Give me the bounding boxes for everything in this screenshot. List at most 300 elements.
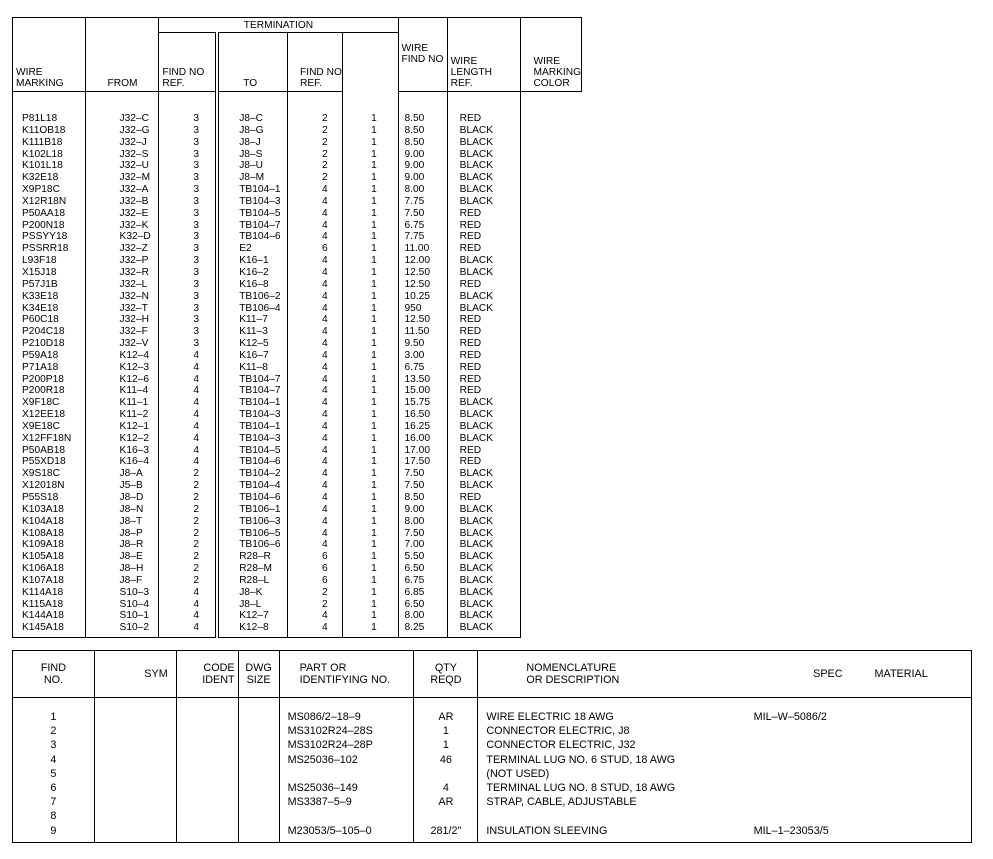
wire-color-cell: BLACK <box>447 160 521 172</box>
wire-marking-cell: K111B18 <box>13 137 86 149</box>
wire-marking-cell: PSSYY18 <box>13 231 86 243</box>
wire-marking-cell: P200R18 <box>13 385 86 397</box>
from-find-no-cell: 4 <box>159 445 217 457</box>
from-cell: J32–T <box>85 303 159 315</box>
table-row <box>13 575 582 587</box>
from-cell: K16–4 <box>85 456 159 468</box>
wire-find-no-cell: 1 <box>343 480 398 492</box>
wire-find-no-cell: 1 <box>343 492 398 504</box>
wire-length-cell: 12.50 <box>398 314 447 326</box>
material-cell <box>869 809 972 823</box>
sym-cell <box>94 781 176 795</box>
table-row <box>13 125 582 137</box>
wire-find-no-cell: 1 <box>343 528 398 540</box>
to-cell: J8–J <box>217 137 287 149</box>
from-find-no-cell: 3 <box>159 149 217 161</box>
wire-find-no-cell: 1 <box>343 610 398 622</box>
wire-marking-cell: K107A18 <box>13 575 86 587</box>
from-find-no-cell: 3 <box>159 137 217 149</box>
find-no-cell: 9 <box>13 824 95 843</box>
qty-cell: 1 <box>414 724 478 738</box>
wire-color-cell: RED <box>447 279 521 291</box>
from-find-no-cell: 3 <box>159 184 217 196</box>
wire-marking-cell: K108A18 <box>13 528 86 540</box>
wire-color-cell: BLACK <box>447 397 521 409</box>
table-row <box>13 421 582 433</box>
from-find-no-cell: 3 <box>159 220 217 232</box>
wire-find-no-cell: 1 <box>343 303 398 315</box>
to-cell: TB106–2 <box>217 291 287 303</box>
to-cell: TB104–3 <box>217 196 287 208</box>
part-no-cell <box>279 767 414 781</box>
wire-find-no-cell: 1 <box>343 504 398 516</box>
wire-marking-cell: K33E18 <box>13 291 86 303</box>
to-cell: R28–R <box>217 551 287 563</box>
code-ident-cell <box>176 781 238 795</box>
sym-cell <box>94 724 176 738</box>
from-cell: K12–1 <box>85 421 159 433</box>
wire-color-cell: BLACK <box>447 622 521 637</box>
from-find-no-cell: 2 <box>159 528 217 540</box>
from-cell: J8–F <box>85 575 159 587</box>
from-cell: J8–N <box>85 504 159 516</box>
to-cell: TB104–2 <box>217 468 287 480</box>
wire-find-no-cell: 1 <box>343 385 398 397</box>
wire-marking-cell: PSSRR18 <box>13 243 86 255</box>
to-find-no-cell: 4 <box>288 338 343 350</box>
wire-find-no-cell: 1 <box>343 563 398 575</box>
from-cell: J32–K <box>85 220 159 232</box>
wire-find-no-cell: 1 <box>343 575 398 587</box>
from-find-no-cell: 2 <box>159 504 217 516</box>
sym-cell <box>94 795 176 809</box>
wire-color-cell: RED <box>447 220 521 232</box>
sym-cell <box>94 767 176 781</box>
dwg-size-cell <box>238 781 279 795</box>
find-no-cell: 6 <box>13 781 95 795</box>
header-wire-color: WIRE MARKING COLOR <box>521 18 582 92</box>
wire-color-cell: BLACK <box>447 587 521 599</box>
to-cell: TB104–1 <box>217 421 287 433</box>
header-termination: TERMINATION <box>159 18 398 33</box>
wire-color-cell: RED <box>447 338 521 350</box>
spec-cell <box>754 738 869 752</box>
header-code-ident: CODE IDENT <box>176 651 238 698</box>
from-find-no-cell: 3 <box>159 314 217 326</box>
wire-marking-cell: P55S18 <box>13 492 86 504</box>
wire-color-cell: BLACK <box>447 409 521 421</box>
qty-cell: 4 <box>414 781 478 795</box>
from-find-no-cell: 4 <box>159 421 217 433</box>
table-row <box>13 468 582 480</box>
code-ident-cell <box>176 767 238 781</box>
wire-length-cell: 11.50 <box>398 326 447 338</box>
part-no-cell <box>279 809 414 823</box>
description-cell: CONNECTOR ELECTRIC, J32 <box>478 738 754 752</box>
to-find-no-cell: 4 <box>288 421 343 433</box>
table-row <box>13 824 972 843</box>
wire-length-cell: 12.50 <box>398 267 447 279</box>
wire-find-no-cell: 1 <box>343 196 398 208</box>
from-find-no-cell: 3 <box>159 255 217 267</box>
spec-cell: MIL–W–5086/2 <box>753 711 827 723</box>
code-ident-cell <box>176 698 238 725</box>
wire-marking-cell: P60C18 <box>13 314 86 326</box>
to-find-no-cell: 4 <box>288 516 343 528</box>
from-find-no-cell: 3 <box>159 291 217 303</box>
sym-cell <box>94 738 176 752</box>
to-find-no-cell: 4 <box>288 279 343 291</box>
from-find-no-cell: 3 <box>159 125 217 137</box>
table-row <box>13 610 582 622</box>
to-cell: K12–5 <box>217 338 287 350</box>
to-cell: R28–M <box>217 563 287 575</box>
to-cell: TB106–3 <box>217 516 287 528</box>
from-find-no-cell: 3 <box>159 208 217 220</box>
from-cell: K12–2 <box>85 433 159 445</box>
find-no-cell: 3 <box>13 738 95 752</box>
wire-color-cell: BLACK <box>447 267 521 279</box>
to-cell: TB106–6 <box>217 539 287 551</box>
table-row <box>13 409 582 421</box>
from-find-no-cell: 3 <box>159 160 217 172</box>
to-find-no-cell: 4 <box>288 610 343 622</box>
wire-find-no-cell: 1 <box>343 267 398 279</box>
dwg-size-cell <box>238 753 279 767</box>
wire-find-no-cell: 1 <box>343 255 398 267</box>
wire-find-no-cell: 1 <box>343 220 398 232</box>
from-cell: K11–4 <box>85 385 159 397</box>
wire-marking-cell: P55XD18 <box>13 456 86 468</box>
table-row <box>13 220 582 232</box>
table-row <box>13 504 582 516</box>
from-cell: J32–P <box>85 255 159 267</box>
find-no-cell: 1 <box>13 698 95 725</box>
qty-cell: AR <box>414 795 478 809</box>
from-cell: J32–J <box>85 137 159 149</box>
wire-color-cell: RED <box>447 350 521 362</box>
from-cell: J32–Z <box>85 243 159 255</box>
header-spec: SPEC <box>754 651 869 698</box>
code-ident-cell <box>176 753 238 767</box>
table-row <box>13 374 582 386</box>
header-part-no: PART OR IDENTIFYING NO. <box>279 651 414 698</box>
wire-length-cell: 8.25 <box>398 622 447 637</box>
wire-length-cell: 8.50 <box>398 92 447 125</box>
to-find-no-cell: 4 <box>288 504 343 516</box>
from-find-no-cell: 2 <box>159 551 217 563</box>
to-find-no-cell: 4 <box>288 409 343 421</box>
from-find-no-cell: 2 <box>159 516 217 528</box>
wire-find-no-cell: 1 <box>343 279 398 291</box>
wire-marking-cell: X15J18 <box>13 267 86 279</box>
material-cell <box>869 824 972 843</box>
wire-color-cell: RED <box>447 362 521 374</box>
table-row <box>13 433 582 445</box>
table-row <box>13 350 582 362</box>
wire-color-cell: BLACK <box>447 504 521 516</box>
wire-length-cell: 7.50 <box>398 480 447 492</box>
wire-length-cell: 6.50 <box>398 599 447 611</box>
to-cell: TB106–4 <box>217 303 287 315</box>
to-find-no-cell: 4 <box>288 326 343 338</box>
dwg-size-cell <box>238 698 279 725</box>
wire-find-no-cell: 1 <box>343 397 398 409</box>
wire-marking-cell: P81L18 <box>13 92 86 125</box>
table-row <box>13 137 582 149</box>
to-find-no-cell: 4 <box>288 291 343 303</box>
wire-color-cell: RED <box>447 374 521 386</box>
from-find-no-cell: 2 <box>159 575 217 587</box>
code-ident-cell <box>176 738 238 752</box>
table-row <box>13 587 582 599</box>
to-find-no-cell: 2 <box>288 587 343 599</box>
wire-length-cell: 10.25 <box>398 291 447 303</box>
part-no-cell: MS3102R24–28S <box>279 724 414 738</box>
header-sym: SYM <box>94 651 176 698</box>
wire-color-cell: BLACK <box>447 551 521 563</box>
wire-find-no-cell: 1 <box>343 338 398 350</box>
wire-color-cell: BLACK <box>447 563 521 575</box>
wire-color-cell: BLACK <box>447 255 521 267</box>
to-find-no-cell: 4 <box>288 255 343 267</box>
table-row <box>13 208 582 220</box>
to-cell: TB104–3 <box>217 409 287 421</box>
spec-cell <box>754 767 869 781</box>
from-find-no-cell: 4 <box>159 385 217 397</box>
to-find-no-cell: 6 <box>288 551 343 563</box>
to-find-no-cell: 4 <box>288 433 343 445</box>
wire-find-no-cell: 1 <box>343 409 398 421</box>
from-find-no-cell: 4 <box>159 610 217 622</box>
part-no-cell: MS25036–149 <box>279 781 414 795</box>
wire-color-cell: RED <box>447 92 521 125</box>
wire-length-cell: 7.75 <box>398 196 447 208</box>
wire-find-no-cell: 1 <box>343 326 398 338</box>
to-cell: J8–U <box>217 160 287 172</box>
from-cell: J32–F <box>85 326 159 338</box>
to-find-no-cell: 4 <box>288 622 343 637</box>
wire-length-cell: 8.00 <box>398 610 447 622</box>
table-row <box>13 738 972 752</box>
from-cell: J32–E <box>85 208 159 220</box>
to-find-no-cell: 6 <box>288 575 343 587</box>
from-find-no-cell: 2 <box>159 539 217 551</box>
spec-cell <box>754 809 869 823</box>
part-no-cell: MS086/2–18–9 <box>279 698 414 725</box>
to-cell: TB104–7 <box>217 385 287 397</box>
wire-length-cell: 9.50 <box>398 338 447 350</box>
material-cell <box>869 795 972 809</box>
wire-color-cell: RED <box>447 314 521 326</box>
wire-length-cell: 7.75 <box>398 231 447 243</box>
to-cell: TB104–1 <box>217 397 287 409</box>
wire-marking-cell: K104A18 <box>13 516 86 528</box>
table-row <box>13 795 972 809</box>
wire-find-no-cell: 1 <box>343 92 398 125</box>
to-find-no-cell: 4 <box>288 374 343 386</box>
wire-length-cell: 6.75 <box>398 575 447 587</box>
header-nomenclature: NOMENCLATURE OR DESCRIPTION <box>478 651 754 698</box>
table-row <box>13 551 582 563</box>
description-cell: INSULATION SLEEVING <box>478 824 754 843</box>
wire-length-cell: 15.75 <box>398 397 447 409</box>
wire-color-cell: RED <box>447 208 521 220</box>
to-find-no-cell: 4 <box>288 456 343 468</box>
description-cell: (NOT USED) <box>478 767 754 781</box>
wire-length-cell: 13.50 <box>398 374 447 386</box>
to-find-no-cell: 2 <box>288 92 343 125</box>
to-find-no-cell: 2 <box>288 160 343 172</box>
header-find-no-ref-from: FIND NO REF. <box>159 33 217 92</box>
wire-length-cell: 16.25 <box>398 421 447 433</box>
table-row <box>13 385 582 397</box>
wire-marking-cell: K11OB18 <box>13 125 86 137</box>
to-find-no-cell: 4 <box>288 267 343 279</box>
wire-color-cell: RED <box>447 456 521 468</box>
from-cell: K16–3 <box>85 445 159 457</box>
to-find-no-cell: 4 <box>288 208 343 220</box>
from-cell: S10–4 <box>85 599 159 611</box>
wire-marking-cell: P200P18 <box>13 374 86 386</box>
from-find-no-cell: 4 <box>159 409 217 421</box>
wire-marking-cell: X12EE18 <box>13 409 86 421</box>
find-no-cell: 4 <box>13 753 95 767</box>
wire-marking-cell: K32E18 <box>13 172 86 184</box>
wire-length-cell: 8.50 <box>398 125 447 137</box>
to-find-no-cell: 6 <box>288 563 343 575</box>
from-cell: J32–V <box>85 338 159 350</box>
dwg-size-cell <box>238 824 279 843</box>
sym-cell <box>94 698 176 725</box>
to-cell: TB106–1 <box>217 504 287 516</box>
table-row <box>13 781 972 795</box>
table-row <box>13 231 582 243</box>
description-cell: CONNECTOR ELECTRIC, J8 <box>478 724 754 738</box>
wire-length-cell: 7.00 <box>398 539 447 551</box>
code-ident-cell <box>176 809 238 823</box>
from-cell: K32–D <box>85 231 159 243</box>
wire-length-cell: 12.00 <box>398 255 447 267</box>
from-find-no-cell: 2 <box>159 468 217 480</box>
sym-cell <box>94 809 176 823</box>
wire-find-no-cell: 1 <box>343 243 398 255</box>
table-row <box>13 563 582 575</box>
from-cell: J32–C <box>85 92 159 125</box>
wire-length-cell: 12.50 <box>398 279 447 291</box>
to-find-no-cell: 2 <box>288 149 343 161</box>
table-row <box>13 599 582 611</box>
to-find-no-cell: 4 <box>288 314 343 326</box>
table-row <box>13 492 582 504</box>
to-find-no-cell: 4 <box>288 539 343 551</box>
from-cell: J8–H <box>85 563 159 575</box>
to-cell: TB104–6 <box>217 492 287 504</box>
header-wire-find-no: WIRE FIND NO <box>398 18 447 92</box>
table-row <box>13 196 582 208</box>
to-find-no-cell: 2 <box>288 599 343 611</box>
from-find-no-cell: 3 <box>159 196 217 208</box>
wire-length-cell: 6.75 <box>398 362 447 374</box>
wire-length-cell: 9.00 <box>398 160 447 172</box>
from-find-no-cell: 2 <box>159 492 217 504</box>
from-cell: J32–S <box>85 149 159 161</box>
header-find-no: FIND NO. <box>13 651 95 698</box>
wire-find-no-cell: 1 <box>343 184 398 196</box>
from-cell: K11–2 <box>85 409 159 421</box>
table-row <box>13 243 582 255</box>
to-cell: K16–1 <box>217 255 287 267</box>
wire-length-cell: 6.75 <box>398 220 447 232</box>
wire-color-cell: BLACK <box>447 303 521 315</box>
to-cell: J8–S <box>217 149 287 161</box>
from-cell: J8–E <box>85 551 159 563</box>
from-cell: S10–1 <box>85 610 159 622</box>
from-cell: J8–R <box>85 539 159 551</box>
wire-color-cell: BLACK <box>447 468 521 480</box>
wire-marking-cell: X12FF18N <box>13 433 86 445</box>
from-cell: J32–H <box>85 314 159 326</box>
from-find-no-cell: 3 <box>159 92 217 125</box>
qty-cell: 1 <box>414 738 478 752</box>
wire-color-cell: BLACK <box>447 125 521 137</box>
table-row <box>13 149 582 161</box>
sym-cell <box>94 753 176 767</box>
table-row <box>13 338 582 350</box>
wire-length-cell: 6.85 <box>398 587 447 599</box>
from-find-no-cell: 3 <box>159 231 217 243</box>
to-cell: J8–M <box>217 172 287 184</box>
from-find-no-cell: 4 <box>159 433 217 445</box>
wire-find-no-cell: 1 <box>343 599 398 611</box>
to-cell: TB104–7 <box>217 374 287 386</box>
wire-length-cell: 11.00 <box>398 243 447 255</box>
table-row <box>13 267 582 279</box>
wire-color-cell: BLACK <box>447 610 521 622</box>
material-cell <box>869 753 972 767</box>
wire-length-cell: 5.50 <box>398 551 447 563</box>
from-find-no-cell: 3 <box>159 338 217 350</box>
to-find-no-cell: 4 <box>288 385 343 397</box>
wire-marking-cell: K102L18 <box>13 149 86 161</box>
wire-marking-cell: K114A18 <box>13 587 86 599</box>
wire-length-cell: 7.50 <box>398 528 447 540</box>
wire-color-cell: BLACK <box>447 528 521 540</box>
wire-marking-cell: K105A18 <box>13 551 86 563</box>
part-no-cell: M23053/5–105–0 <box>279 824 414 843</box>
qty-cell: 281/2" <box>414 824 478 843</box>
from-find-no-cell: 4 <box>159 374 217 386</box>
description-cell <box>478 809 754 823</box>
wire-find-no-cell: 1 <box>343 468 398 480</box>
to-find-no-cell: 4 <box>288 397 343 409</box>
wire-find-no-cell: 1 <box>343 231 398 243</box>
from-cell: J32–U <box>85 160 159 172</box>
to-find-no-cell: 6 <box>288 243 343 255</box>
to-cell: TB106–5 <box>217 528 287 540</box>
table-row <box>13 753 972 767</box>
wire-marking-cell: K115A18 <box>13 599 86 611</box>
from-find-no-cell: 4 <box>159 587 217 599</box>
to-cell: K16–2 <box>217 267 287 279</box>
spec-cell <box>754 795 869 809</box>
from-cell: J5–B <box>85 480 159 492</box>
wire-color-cell: RED <box>447 326 521 338</box>
wire-marking-cell: P50AA18 <box>13 208 86 220</box>
code-ident-cell <box>176 824 238 843</box>
wire-length-cell: 8.50 <box>398 137 447 149</box>
to-find-no-cell: 4 <box>288 231 343 243</box>
